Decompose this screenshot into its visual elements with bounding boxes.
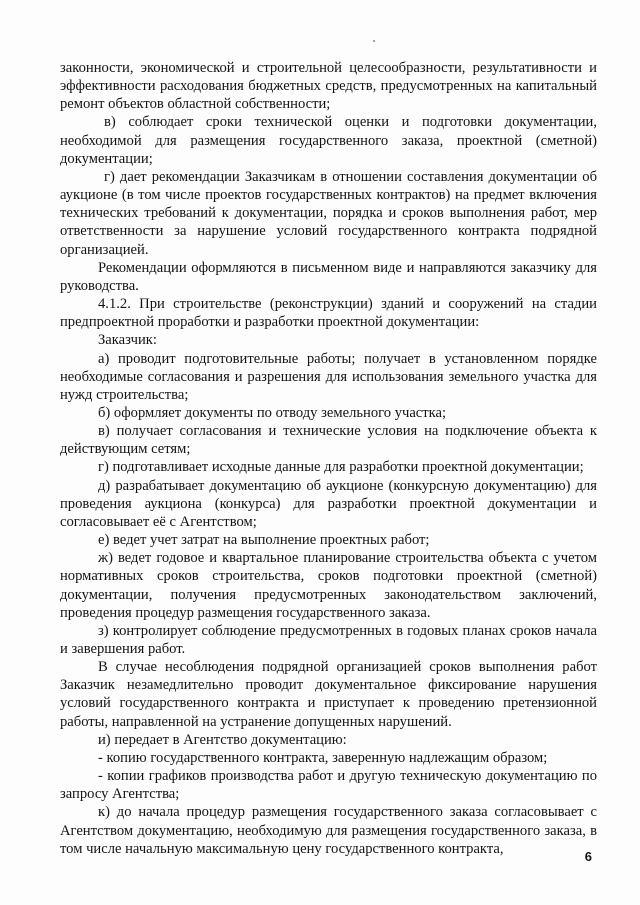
paragraph: з) контролирует соблюдение предусмотренных в годовых планах сроков начала и завершения работ. [60, 622, 597, 657]
paragraph: б) оформляет документы по отводу земельного участка; [98, 404, 447, 421]
paragraph: в) соблюдает сроки технической оценки и подготовки документации, необходимой для размещения государственного заказа, проектной (сметной) документации; [60, 114, 597, 167]
paragraph: В случае несоблюдения подрядной организацией сроков выполнения работ Заказчик незамедлительно проводит документальное фиксирование нарушения условий государственного контракта и приступает к проведению претензионной работы, направленной на устранение допущенных нарушений. [60, 659, 597, 730]
paragraph: и) передает в Агентство документацию: [98, 731, 347, 748]
paragraph: а) проводит подготовительные работы; получает в установленном порядке необходимые согласования и разрешения для использования земельного участка для нужд строительства; [60, 350, 597, 403]
paragraph: - копию государственного контракта, заверенную надлежащим образом; [98, 749, 548, 766]
paragraph: ж) ведет годовое и квартальное планирование строительства объекта с учетом нормативных сроков строительства, сроков подготовки проектной (сметной) документации, получения предусмотренных законодательством заключений, проведения процедур размещения государственного заказа. [60, 550, 597, 621]
scan-speck [373, 40, 375, 42]
paragraph: законности, экономической и строительной целесообразности, результативности и эффективности расходования бюджетных средств, предусмотренных на капитальный ремонт объектов областной собственности; [60, 60, 597, 113]
paragraph: е) ведет учет затрат на выполнение проектных работ; [98, 532, 430, 549]
paragraph: 4.1.2. При строительстве (реконструкции) зданий и сооружений на стадии предпроектной проработки и разработки проектной документации: [60, 296, 597, 331]
paragraph: д) разрабатывает документацию об аукционе (конкурсную документацию) для проведения аукциона (конкурса) для разработки проектной документации и согласовывает её с Агентством; [60, 477, 597, 530]
paragraph: к) до начала процедур размещения государственного заказа согласовывает с Агентством документацию, необходимую для размещения государственного заказа, в том числе начальную максимальную цену государственного контракта, [60, 804, 597, 857]
paragraph: Заказчик: [98, 332, 157, 349]
paragraph: г) подготавливает исходные данные для разработки проектной документации; [98, 459, 584, 476]
paragraph: в) получает согласования и технические условия на подключение объекта к действующим сетям; [60, 423, 597, 458]
paragraph: Рекомендации оформляются в письменном виде и направляются заказчику для руководства. [60, 259, 597, 294]
page-number: 6 [584, 849, 592, 864]
paragraph: г) дает рекомендации Заказчикам в отношении составления документации об аукционе (в том числе проектов государственных контрактов) на предмет включения технических требований к документации, порядка и сроков выполнения работ, мер ответственности за нарушение условий государственного контракта подрядной организацией. [60, 168, 597, 258]
document-body [60, 59, 597, 858]
paragraph: - копии графиков производства работ и другую техническую документацию по запросу Агентства; [60, 768, 597, 803]
